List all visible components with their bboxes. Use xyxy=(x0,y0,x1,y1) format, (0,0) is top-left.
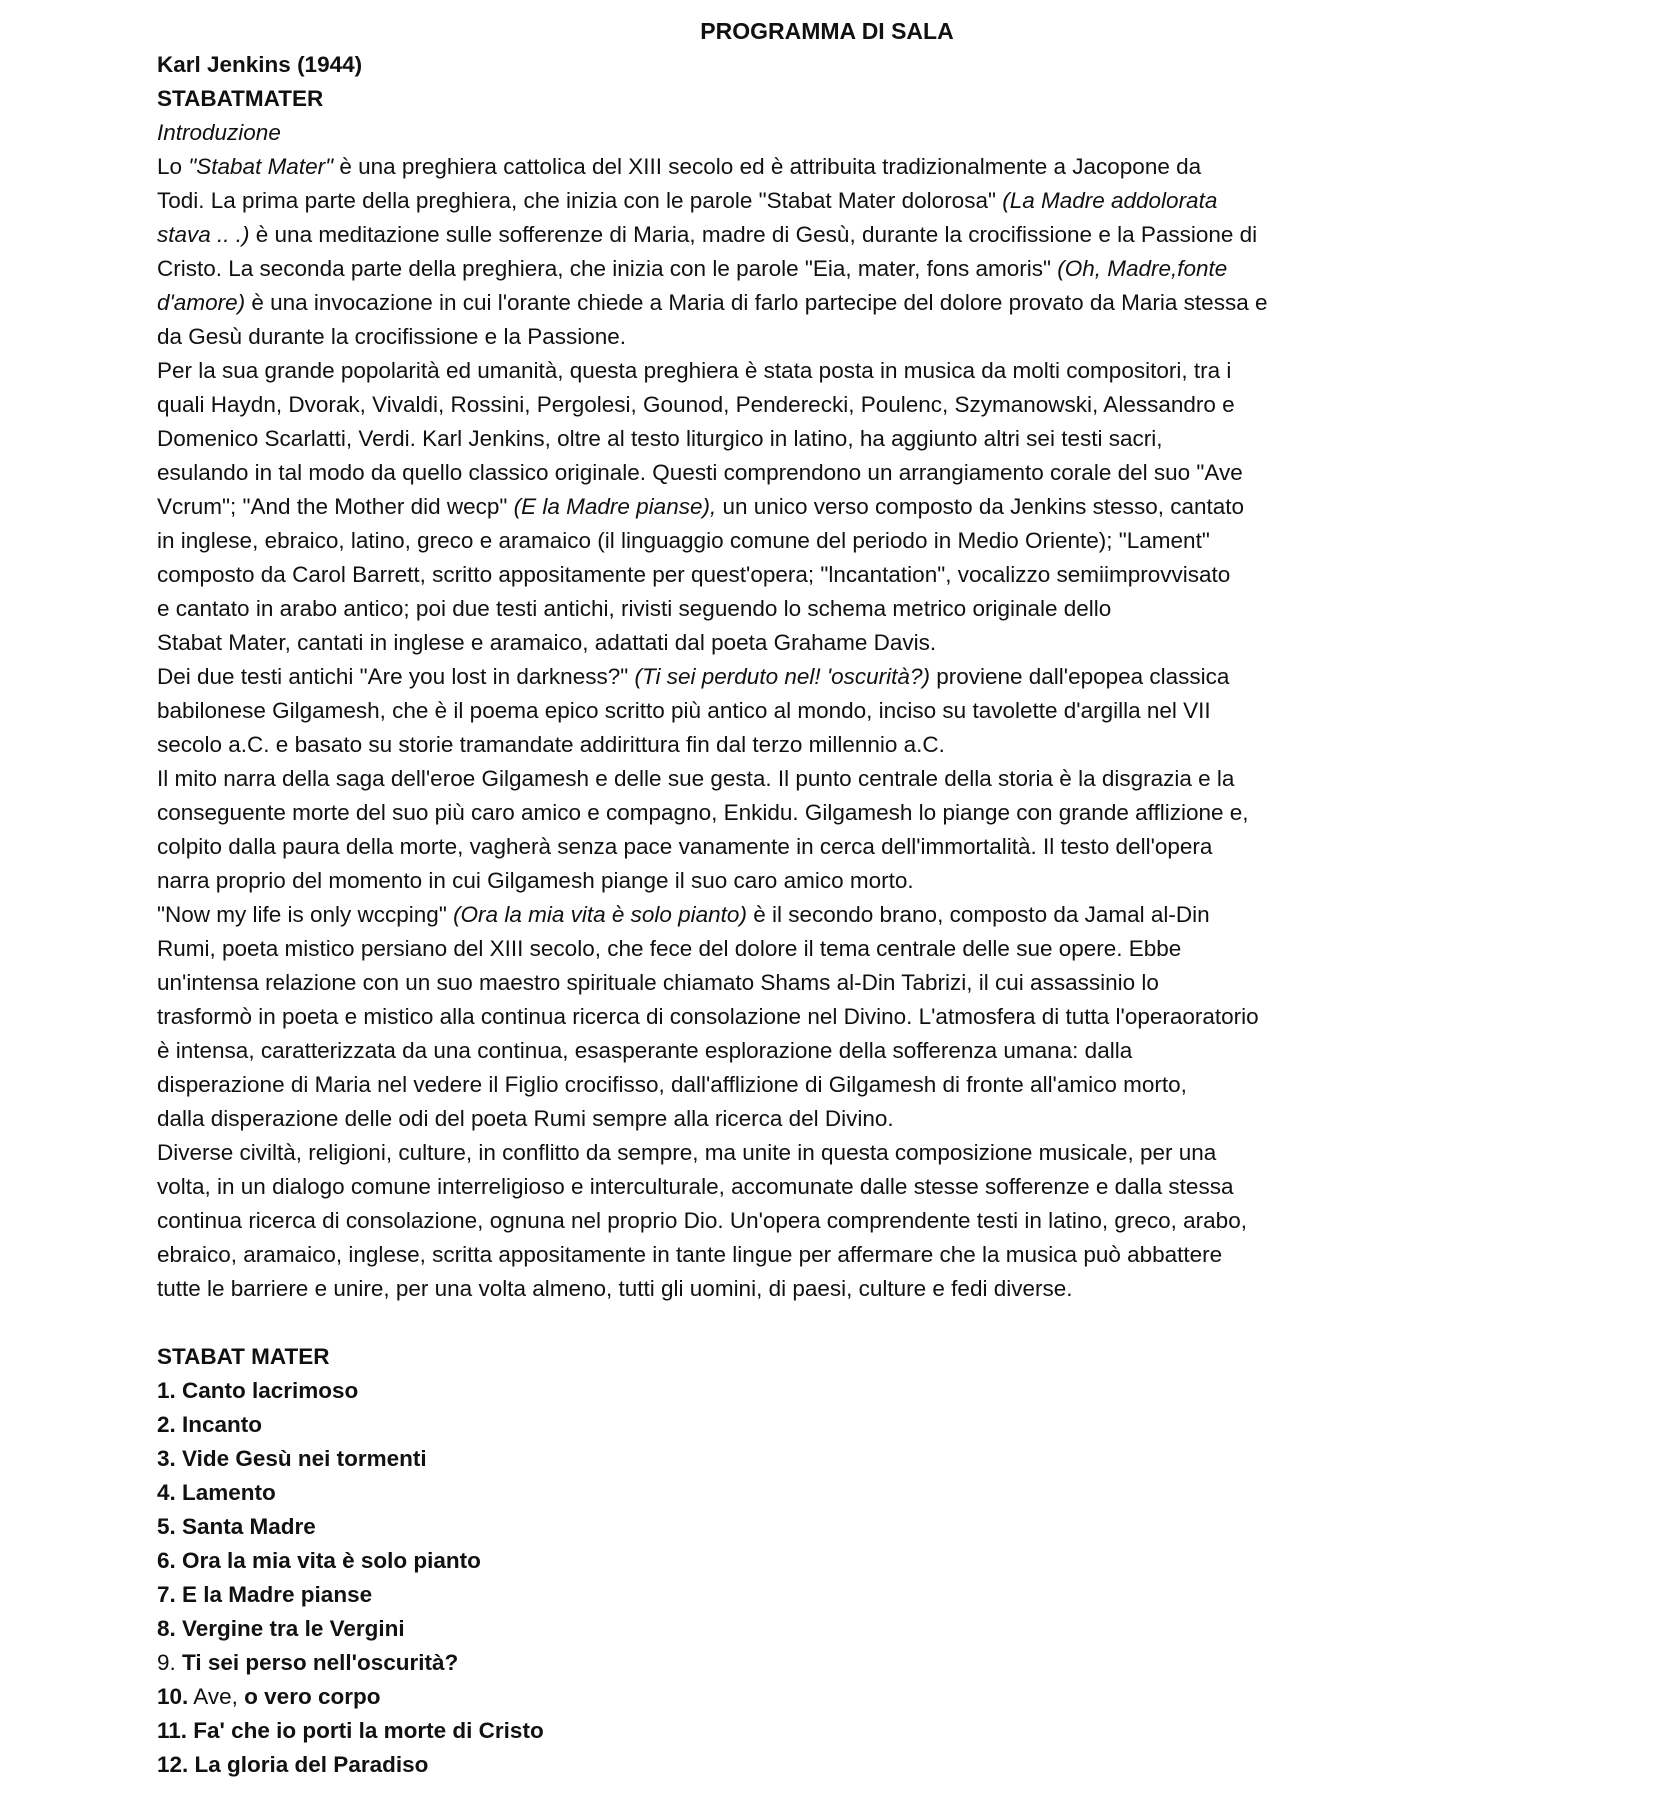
text-line xyxy=(157,1136,1457,1170)
text-line xyxy=(157,558,1457,592)
movement-item-segment: 3. Vide Gesù nei tormenti xyxy=(157,1446,427,1471)
text-line xyxy=(157,830,1457,864)
text-line xyxy=(157,592,1457,626)
text-line xyxy=(157,660,1457,694)
text-line-segment: Cristo. La seconda parte della preghiera, che inizia con le parole "Eia, mater, fons amoris" xyxy=(157,256,1058,281)
movement-item-segment: 1. Canto lacrimoso xyxy=(157,1378,359,1403)
movement-item-segment: 7. E la Madre pianse xyxy=(157,1582,373,1607)
movement-item xyxy=(157,1374,1457,1408)
movement-item-segment: 6. Ora la mia vita è solo pianto xyxy=(157,1548,481,1573)
text-line-segment: Il mito narra della saga dell'eroe Gilgamesh e delle sue gesta. Il punto centrale della storia è la disgrazia e la xyxy=(157,766,1235,791)
text-line-segment: continua ricerca di consolazione, ognuna nel proprio Dio. Un'opera comprendente testi in latino, greco, arabo, xyxy=(157,1208,1247,1233)
text-line-segment: colpito dalla paura della morte, vagherà senza pace vanamente in cerca dell'immortalità. Il testo dell'opera xyxy=(157,834,1213,859)
movement-item-segment: 2. Incanto xyxy=(157,1412,263,1437)
text-line-segment: Stabat Mater, cantati in inglese e aramaico, adattati dal poeta Grahame Davis. xyxy=(157,630,937,655)
text-line xyxy=(157,1170,1457,1204)
text-line xyxy=(157,694,1457,728)
introduction-text xyxy=(157,150,1457,1306)
intro-heading: Introduzione xyxy=(157,120,281,145)
text-line-segment: (La Madre addolorata xyxy=(1002,188,1218,213)
text-line-segment: (Ora la mia vita è solo pianto) xyxy=(453,902,747,927)
text-line-segment: Vcrum"; "And the Mother did wecp" xyxy=(157,494,514,519)
text-line-segment: secolo a.C. e basato su storie tramandate addirittura fin dal terzo millennio a.C. xyxy=(157,732,945,757)
movement-item xyxy=(157,1748,1457,1782)
text-line-segment: ebraico, aramaico, inglese, scritta appositamente in tante lingue per affermare che la musica può abbattere xyxy=(157,1242,1223,1267)
movement-item-segment: 8. Vergine tra le Vergini xyxy=(157,1616,405,1641)
text-line-segment: è una meditazione sulle sofferenze di Maria, madre di Gesù, durante la crocifissione e la Passione di xyxy=(249,222,1258,247)
text-line xyxy=(157,286,1457,320)
text-line xyxy=(157,796,1457,830)
text-line-segment: proviene dall'epopea classica xyxy=(929,664,1230,689)
text-line xyxy=(157,898,1457,932)
text-line-segment: un'intensa relazione con un suo maestro spirituale chiamato Shams al-Din Tabrizi, il cui assassinio lo xyxy=(157,970,1159,995)
text-line-segment: Domenico Scarlatti, Verdi. Karl Jenkins, oltre al testo liturgico in latino, ha aggiunto altri sei testi sacri, xyxy=(157,426,1163,451)
text-line xyxy=(157,150,1457,184)
text-line-segment: Dei due testi antichi "Are you lost in darkness?" xyxy=(157,664,635,689)
text-line xyxy=(157,1102,1457,1136)
text-line xyxy=(157,932,1457,966)
text-line-segment: "Stabat Mater" xyxy=(188,154,334,179)
program-heading: STABAT MATER xyxy=(157,1344,330,1369)
text-line-segment: è una invocazione in cui l'orante chiede a Maria di farlo partecipe del dolore provato da Maria stessa e xyxy=(245,290,1268,315)
section-spacer xyxy=(157,1306,1457,1340)
movement-item xyxy=(157,1442,1457,1476)
text-line xyxy=(157,1000,1457,1034)
text-line-segment: da Gesù durante la crocifissione e la Passione. xyxy=(157,324,627,349)
text-line-segment: stava .. .) xyxy=(157,222,250,247)
text-line-segment: Todi. La prima parte della preghiera, che inizia con le parole "Stabat Mater dolorosa" xyxy=(157,188,1003,213)
text-line-segment: volta, in un dialogo comune interreligioso e interculturale, accomunate dalle stesse sofferenze e dalla stessa xyxy=(157,1174,1234,1199)
text-line xyxy=(157,490,1457,524)
text-line xyxy=(157,762,1457,796)
text-line-segment: (Ti sei perduto nel! 'oscurità?) xyxy=(634,664,930,689)
text-line-segment: è una preghiera cattolica del XIII secolo ed è attribuita tradizionalmente a Jacopone da xyxy=(333,154,1202,179)
text-line xyxy=(157,422,1457,456)
text-line xyxy=(157,218,1457,252)
movement-item xyxy=(157,1714,1457,1748)
movement-item xyxy=(157,1680,1457,1714)
text-line-segment: è il secondo brano, composto da Jamal al-Din xyxy=(746,902,1210,927)
movement-item xyxy=(157,1408,1457,1442)
text-line-segment: babilonese Gilgamesh, che è il poema epico scritto più antico al mondo, inciso su tavolette d'argilla nel VII xyxy=(157,698,1211,723)
text-line-segment: (E la Madre pianse), xyxy=(513,494,717,519)
text-line xyxy=(157,966,1457,1000)
movement-item-segment: 4. Lamento xyxy=(157,1480,276,1505)
text-line xyxy=(157,388,1457,422)
text-line xyxy=(157,184,1457,218)
text-line xyxy=(157,1034,1457,1068)
text-line-segment: Lo xyxy=(157,154,189,179)
movement-item-segment: 10. xyxy=(157,1684,189,1709)
movement-item-segment: 9. xyxy=(157,1650,183,1675)
page-title: PROGRAMMA DI SALA xyxy=(700,18,954,44)
text-line-segment: quali Haydn, Dvorak, Vivaldi, Rossini, Pergolesi, Gounod, Penderecki, Poulenc, Szymanowski, Alessandro e xyxy=(157,392,1235,417)
text-line-segment: un unico verso composto da Jenkins stesso, cantato xyxy=(716,494,1245,519)
movement-item xyxy=(157,1646,1457,1680)
text-line xyxy=(157,1238,1457,1272)
movement-item-segment: Ave, xyxy=(188,1684,245,1709)
text-line-segment: Rumi, poeta mistico persiano del XIII secolo, che fece del dolore il tema centrale delle sue opere. Ebbe xyxy=(157,936,1182,961)
document-body xyxy=(157,48,1457,1782)
text-line-segment: narra proprio del momento in cui Gilgamesh piange il suo caro amico morto. xyxy=(157,868,914,893)
text-line xyxy=(157,1272,1457,1306)
composer-heading: Karl Jenkins (1944) xyxy=(157,52,363,77)
text-line xyxy=(157,1068,1457,1102)
movement-item-segment: 12. La gloria del Paradiso xyxy=(157,1752,429,1777)
movement-item-segment: 11. Fa' che io porti la morte di Cristo xyxy=(157,1718,544,1743)
text-line-segment: dalla disperazione delle odi del poeta Rumi sempre alla ricerca del Divino. xyxy=(157,1106,894,1131)
text-line xyxy=(157,252,1457,286)
work-heading: STABATMATER xyxy=(157,86,324,111)
movement-item xyxy=(157,1476,1457,1510)
text-line xyxy=(157,320,1457,354)
text-line-segment: è intensa, caratterizzata da una continua, esasperante esplorazione della sofferenza umana: dalla xyxy=(157,1038,1133,1063)
movement-item xyxy=(157,1510,1457,1544)
movement-item xyxy=(157,1612,1457,1646)
text-line xyxy=(157,524,1457,558)
text-line-segment: e cantato in arabo antico; poi due testi antichi, rivisti seguendo lo schema metrico originale dello xyxy=(157,596,1112,621)
text-line-segment: esulando in tal modo da quello classico originale. Questi comprendono un arrangiamento corale del suo "Ave xyxy=(157,460,1243,485)
text-line-segment: (Oh, Madre,fonte xyxy=(1057,256,1228,281)
text-line-segment: d'amore) xyxy=(157,290,246,315)
movement-item xyxy=(157,1544,1457,1578)
movement-list xyxy=(157,1374,1457,1782)
text-line xyxy=(157,1204,1457,1238)
movement-item-segment: Ti sei perso nell'oscurità? xyxy=(182,1650,459,1675)
text-line-segment: disperazione di Maria nel vedere il Figlio crocifisso, dall'afflizione di Gilgamesh di fronte all'amico morto, xyxy=(157,1072,1187,1097)
text-line-segment: in inglese, ebraico, latino, greco e aramaico (il linguaggio comune del periodo in Medio Oriente); "Lament" xyxy=(157,528,1210,553)
text-line xyxy=(157,728,1457,762)
text-line xyxy=(157,864,1457,898)
text-line xyxy=(157,626,1457,660)
movement-item xyxy=(157,1578,1457,1612)
text-line-segment: conseguente morte del suo più caro amico e compagno, Enkidu. Gilgamesh lo piange con grande afflizione e, xyxy=(157,800,1249,825)
text-line-segment: Diverse civiltà, religioni, culture, in conflitto da sempre, ma unite in questa composizione musicale, per una xyxy=(157,1140,1217,1165)
movement-item-segment: 5. Santa Madre xyxy=(157,1514,316,1539)
text-line-segment: "Now my life is only wccping" xyxy=(157,902,454,927)
text-line-segment: Per la sua grande popolarità ed umanità, questa preghiera è stata posta in musica da molti compositori, tra i xyxy=(157,358,1232,383)
text-line xyxy=(157,354,1457,388)
movement-item-segment: o vero corpo xyxy=(244,1684,381,1709)
text-line-segment: trasformò in poeta e mistico alla continua ricerca di consolazione nel Divino. L'atmosfera di tutta l'operaoratorio xyxy=(157,1004,1259,1029)
text-line xyxy=(157,456,1457,490)
text-line-segment: composto da Carol Barrett, scritto appositamente per quest'opera; "lncantation", vocalizzo semiimprovvisato xyxy=(157,562,1231,587)
text-line-segment: tutte le barriere e unire, per una volta almeno, tutti gli uomini, di paesi, culture e fedi diverse. xyxy=(157,1276,1073,1301)
